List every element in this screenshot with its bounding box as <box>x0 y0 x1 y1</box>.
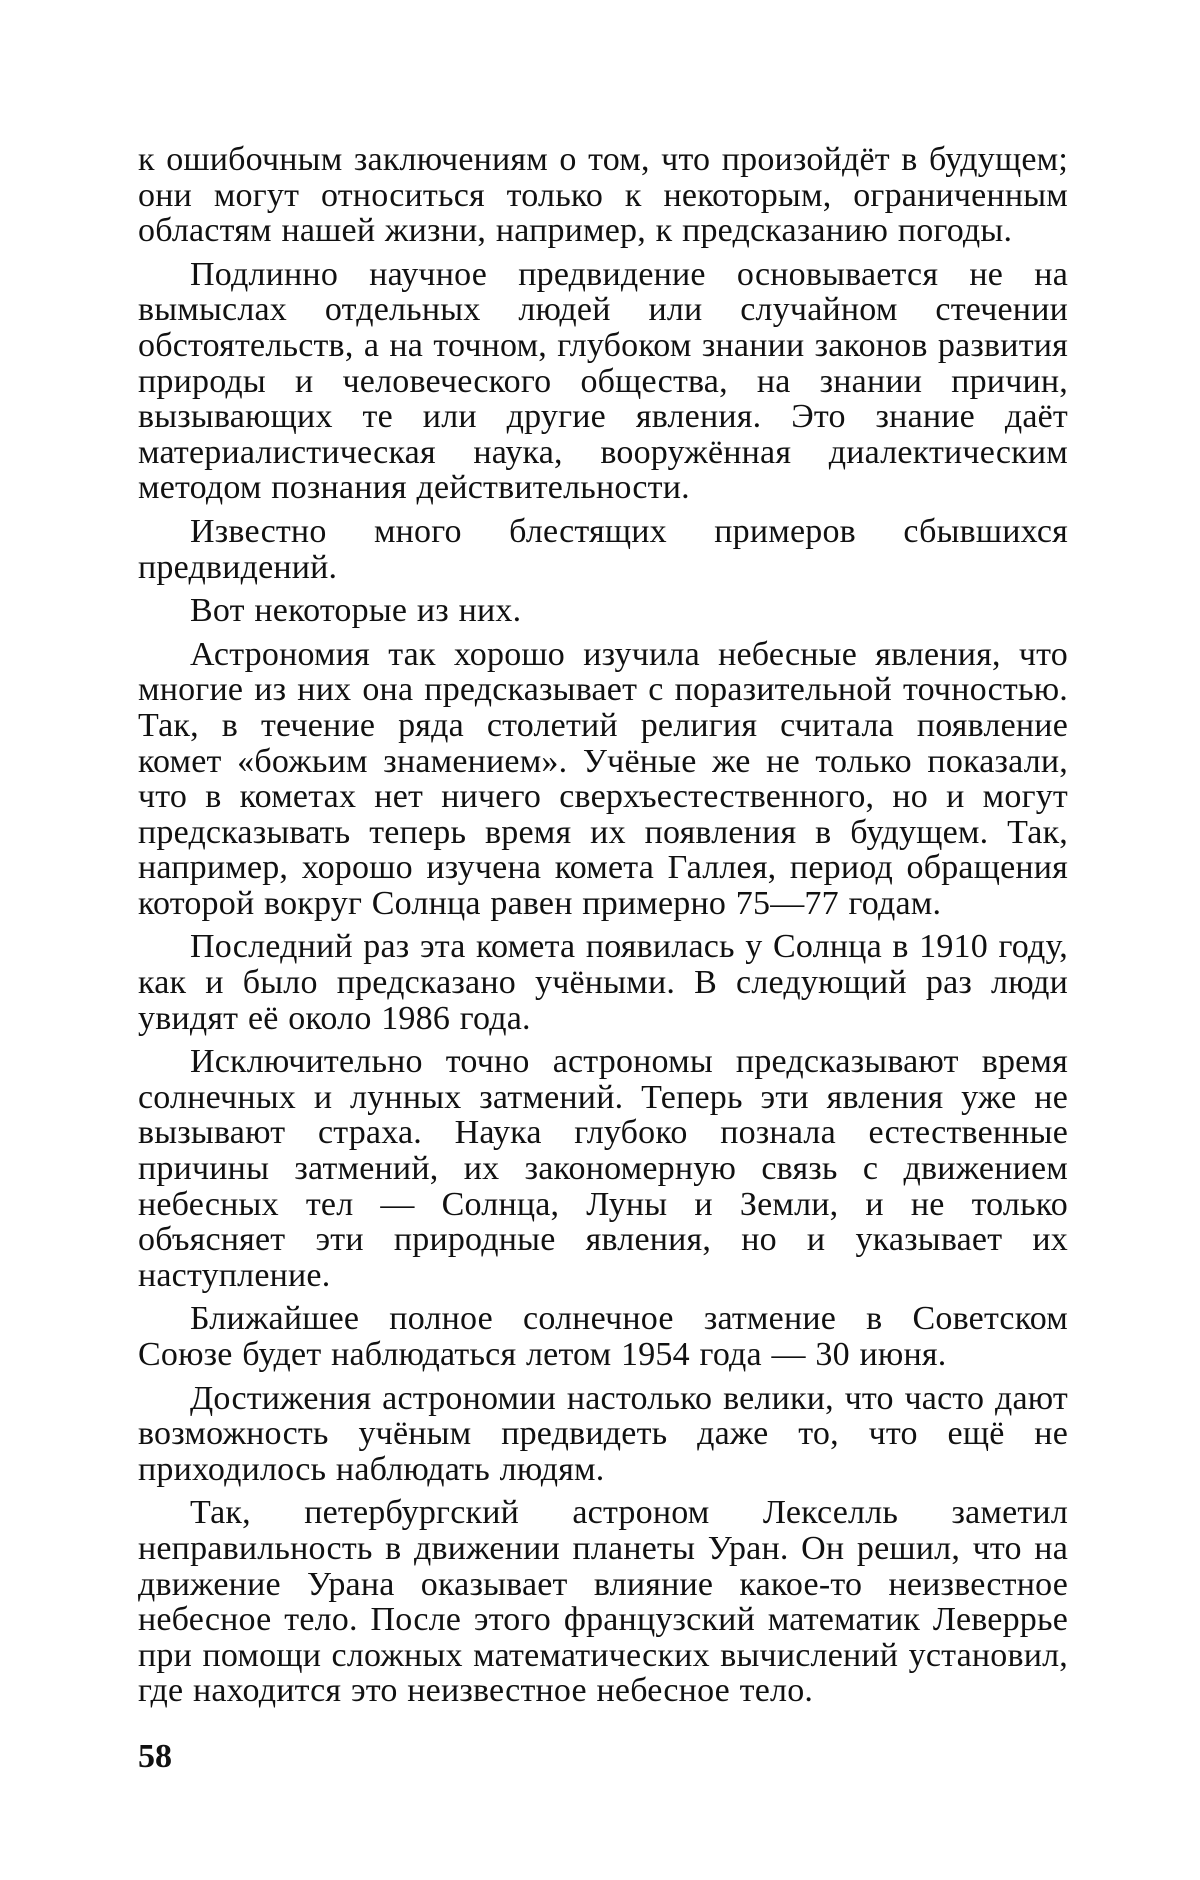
body-text <box>138 142 1068 1717</box>
paragraph: Последний раз эта комета появилась у Солнца в 1910 году, как и было предсказано учёными. В следующий раз люди увидят её около 1986 года. <box>138 928 1068 1037</box>
paragraph: Ближайшее полное солнечное затмение в Советском Союзе будет наблюдаться летом 1954 года — 30 июня. <box>138 1300 1068 1373</box>
paragraph: Астрономия так хорошо изучила небесные явления, что многие из них она предсказывает с поразительной точностью. Так, в течение ряда столетий религия считала появление комет «божьим знамением». Учёные же не только показали, что в кометах нет ничего сверхъестественного, но и могут предсказывать теперь время их появления в будущем. Так, например, хорошо изучена комета Галлея, период обращения которой вокруг Солнца равен примерно 75—77 годам. <box>138 635 1068 922</box>
paragraph: к ошибочным заключениям о том, что произойдёт в будущем; они могут относиться только к некоторым, ограниченным областям нашей жизни, например, к предсказанию погоды. <box>138 141 1068 250</box>
paragraph: Вот некоторые из них. <box>190 592 522 630</box>
paragraph: Достижения астрономии настолько велики, что часто дают возможность учёным предвидеть даже то, что ещё не приходилось наблюдать людям. <box>138 1379 1068 1488</box>
paragraph: Так, петербургский астроном Лекселль заметил неправильность в движении планеты Уран. Он решил, что на движение Урана оказывает влияние какое-то неизвестное небесное тело. После этого французский математик Леверрье при помощи сложных математических вычислений установил, где находится это неизвестное небесное тело. <box>138 1494 1068 1710</box>
paragraph: Известно много блестящих примеров сбывшихся предвидений. <box>138 512 1068 586</box>
paragraph: Исключительно точно астрономы предсказывают время солнечных и лунных затмений. Теперь эти явления уже не вызывают страха. Наука глубоко познала естественные причины затмений, их закономерную связь с движением небесных тел — Солнца, Луны и Земли, и не только объясняет эти природные явления, но и указывает их наступление. <box>138 1043 1068 1294</box>
page-number: 58 <box>138 1738 172 1775</box>
paragraph: Подлинно научное предвидение основывается не на вымыслах отдельных людей или случайном стечении обстоятельств, а на точном, глубоком знании законов развития природы и человеческого общества, на знании причин, вызывающих те или другие явления. Это знание даёт материалистическая наука, вооружённая диалектическим методом познания действительности. <box>138 255 1068 507</box>
